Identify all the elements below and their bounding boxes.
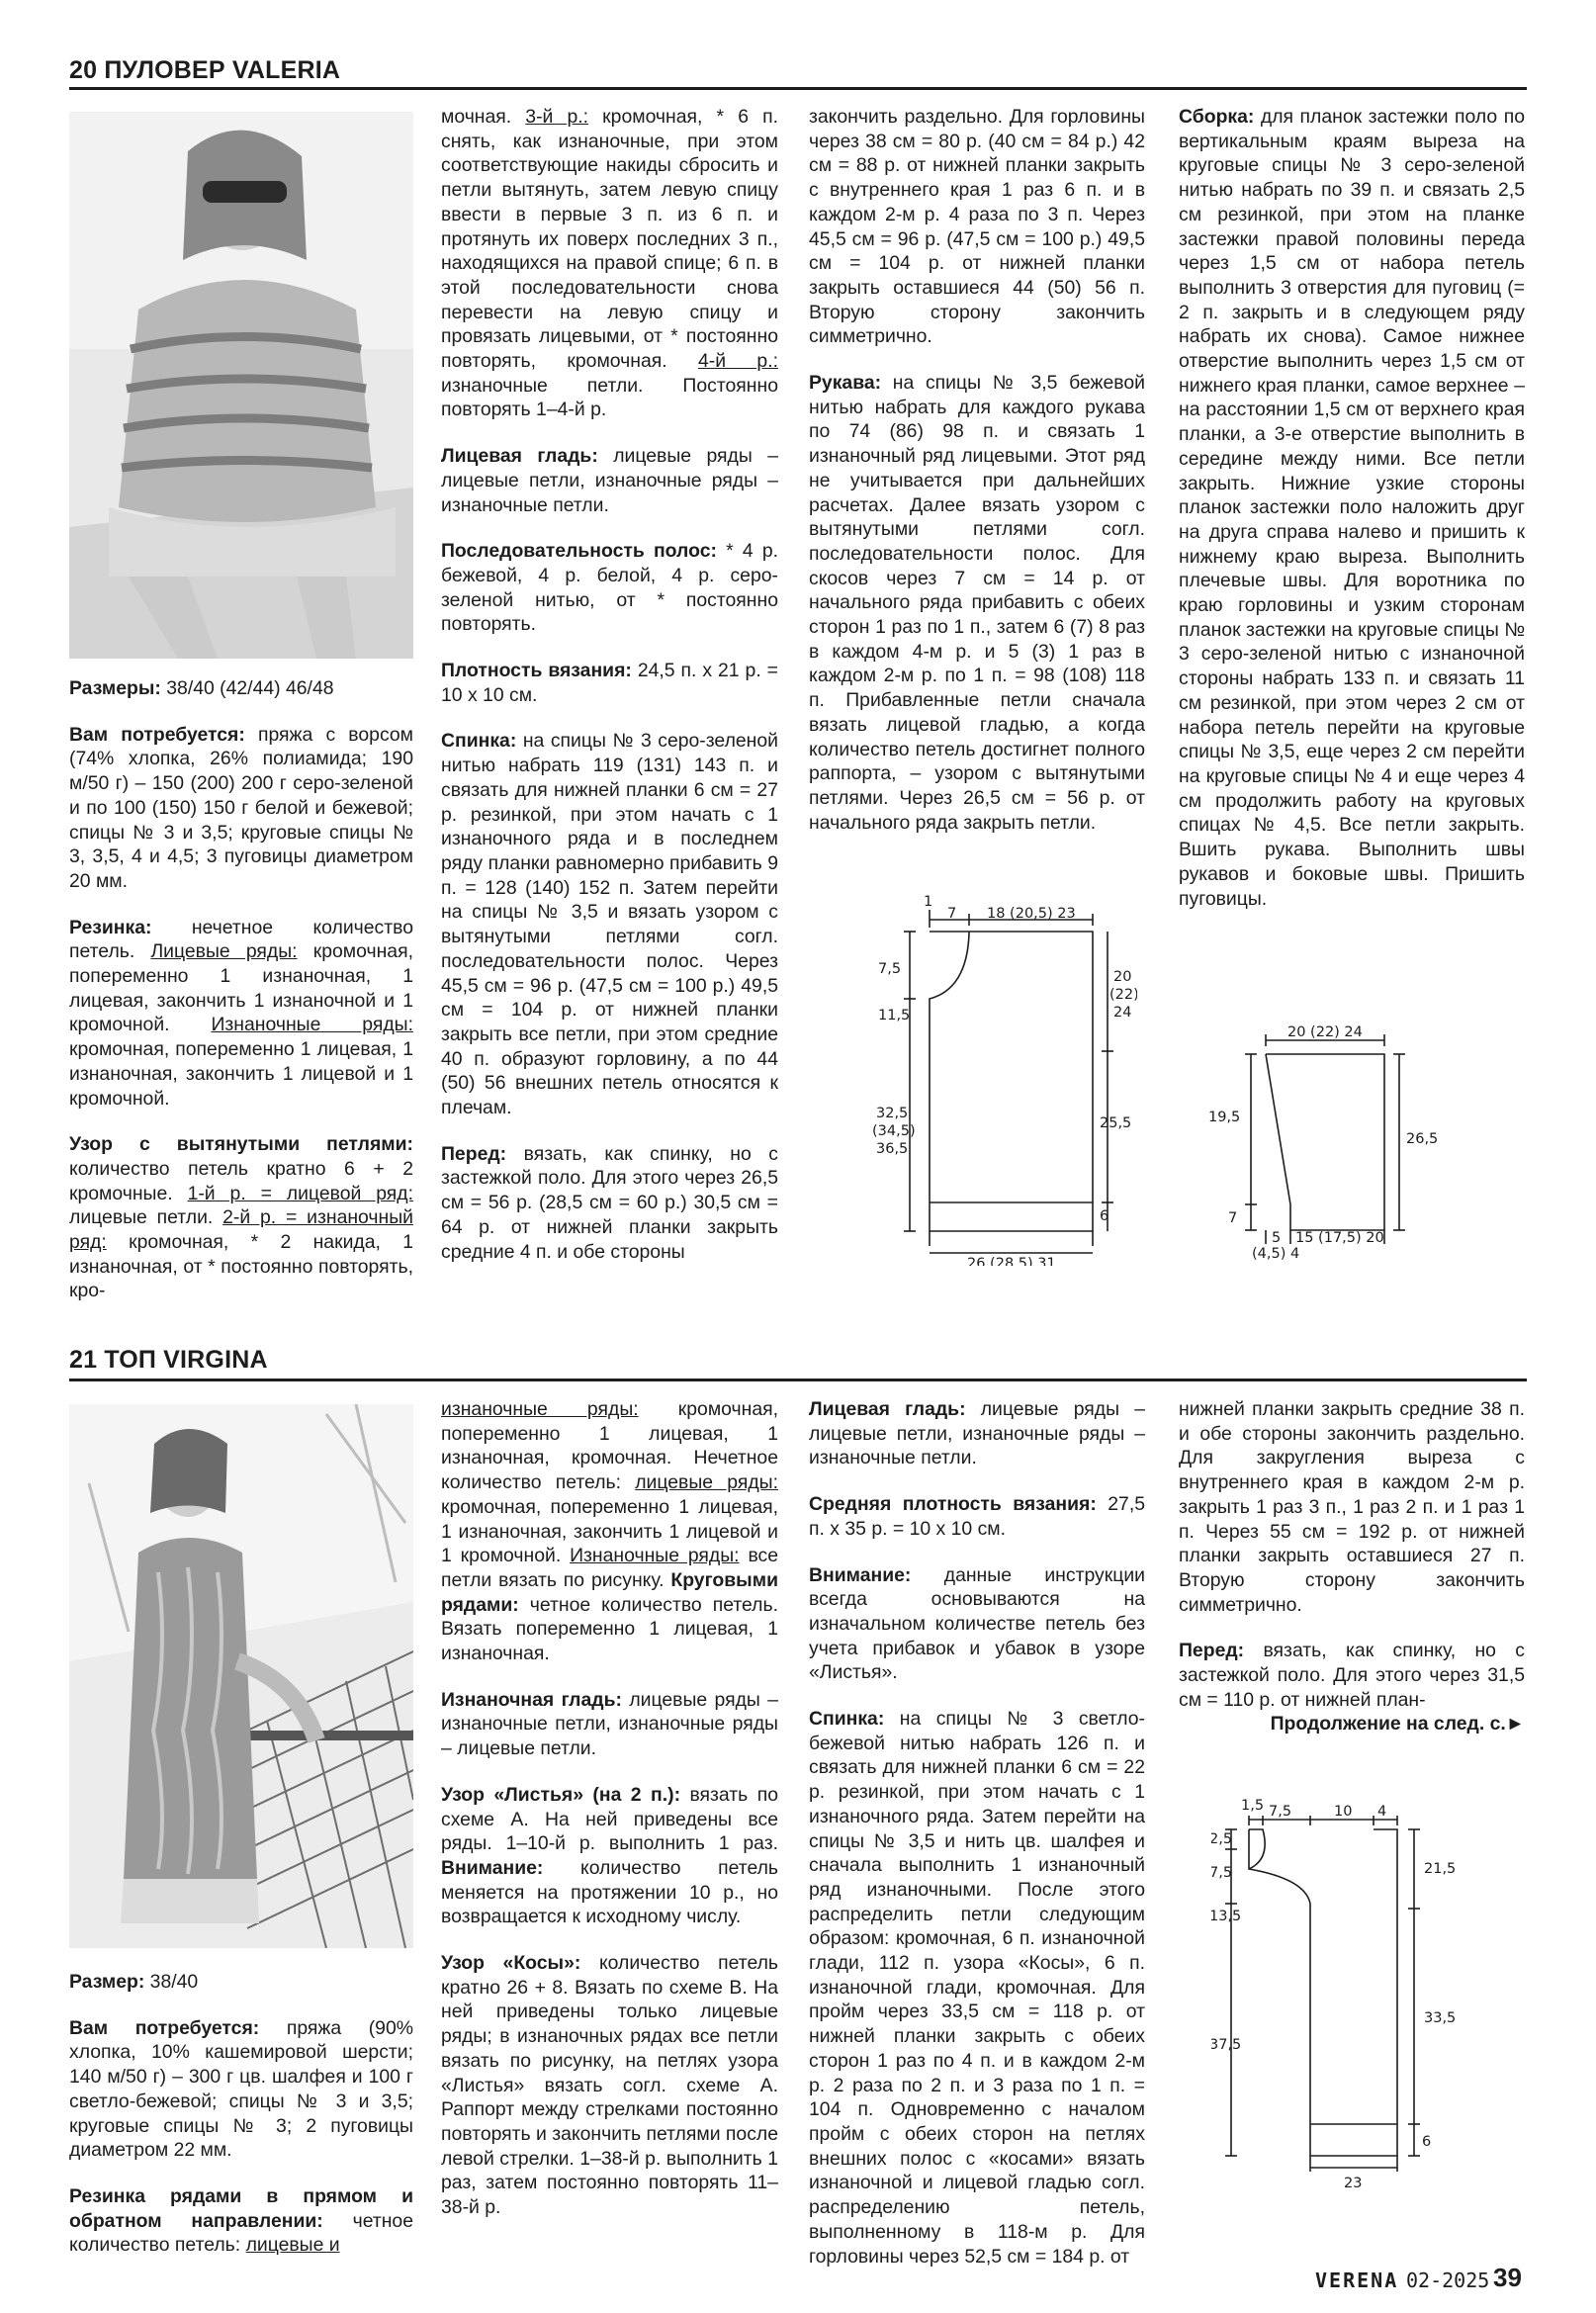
pattern-row-4: 4-й р.:: [698, 350, 778, 373]
rib-cont: кромочная, попеременно 1 лицевая, 1 изнаночная, кромочная. Нечетное количество петель:: [441, 1398, 778, 1494]
cables-text: количество петель кратно 26 + 8. Вязать по схеме В. На ней приведены только лицевые ряды; в изнаночных рядах все петли вязать по рисунку, на петлях узора «Листья» вязать согл. схеме А. Раппорт между стрелками постоянно повторять и закончить петлями после левой стрелки. 1–38-й р. выполнить 1 раз, затем постоянно повторять 11–38-й р.: [441, 1952, 778, 2219]
pattern-cont: мочная.: [441, 106, 526, 128]
assembly-label: Сборка:: [1179, 106, 1255, 128]
title-rule-2: [69, 1379, 1527, 1381]
pattern-row-1: 1-й р. = лицевой ряд:: [187, 1182, 413, 1204]
materials-text-2: пряжа (90% хлопка, 10% кашемировой шерсти; 140 м/50 г) – 300 г цв. шалфея и 100 г светло-бежевой; спицы № 3 и 3,5; круговые спицы № 3; 2 пуговицы диаметром 22 мм.: [69, 2016, 413, 2162]
stripes-text: * 4 р. бежевой, 4 р. белой, 4 р. серо-зеленой нитью, от * постоянно повторять.: [441, 540, 778, 636]
top-dim-top-left: 1,5: [1241, 1798, 1265, 1814]
rounds-label: Круговыми рядами:: [441, 1568, 778, 1616]
top-dim-armhole: 21,5: [1424, 1861, 1457, 1877]
pattern-label: Узор с вытянутыми петлями:: [69, 1133, 413, 1156]
top-dim-edge: 4: [1377, 1804, 1387, 1820]
materials-label: Вам потребуется:: [69, 723, 245, 746]
rib-rows-underline: лицевые и: [245, 2234, 340, 2257]
sleeve-bottom-left-2: (4,5) 4: [1252, 1246, 1300, 1262]
pattern-cont-2: кромочная, * 6 п. снять, как изнаночные, при этом соответствующие накиды сбросить и петли вытянуть, затем левую спицу ввести в первые 3 п. из 6 п. и протянуть их поверх последних 3 п., находящихся на правой спице; 6 п. в этой последовательности снова перевести на левую спицу и провязать лицевыми, от * постоянно повторять, кромочная.: [441, 106, 778, 373]
avg-gauge-text: 27,5 п. х 35 р. = 10 х 10 см.: [809, 1493, 1145, 1540]
sleeves-text: на спицы № 3,5 бежевой нитью набрать для каждого рукава по 74 (86) 98 п. и связать 1 изнаночный ряд лицевыми. Этот ряд не учитывается при дальнейших расчетах. Далее вязать узором с вытянутыми петлями согл. последовательности полос. Для скосов через 7 см = 14 р. от начального ряда прибавить с обеих сторон 1 раз по 1 п., затем 6 (7) 8 раз в каждом 4-м р. и 5 (3) 1 раз в каждом 2-м р. по 1 п. = 98 (108) 118 п. Прибавленные петли сначала вязать лицевой гладью, а когда количество петель достигнет полного раппорта, – узором с вытянутыми петлями. Через 26,5 см = 56 р. от начального ряда закрыть петли.: [809, 372, 1145, 834]
rib-cont-3: все петли вязать по рисунку.: [441, 1545, 779, 1591]
pattern-text-3: кромочная, * 2 накида, 1 изнаночная, от * постоянно повторять, кро-: [69, 1231, 413, 1302]
dim-armhole-3: 24: [1113, 1005, 1132, 1021]
top-dim-width: 23: [1344, 2176, 1363, 2191]
article-title-virgina: 21 ТОП VIRGINA: [69, 1346, 268, 1374]
column-2: [441, 105, 778, 1264]
size-text: 38/40: [144, 1971, 199, 1993]
column-1: [69, 676, 413, 1303]
back-text: на спицы № 3 серо-зеленой нитью набрать 119 (131) 143 п. и связать для нижней планки 6 см = 27 р. резинкой, при этом начать с 1 изнаночного ряда и в последнем ряду планки равномерно прибавить 9 п. = 128 (140) 152 п. Затем перейти на спицы № 3,5 и вязать узором с вытянутыми петлями согл. последовательности полос. Через 45,5 см = 96 р. (47,5 см = 100 р.) 49,5 см = 104 р. от нижней планки закрыть все петли, при этом средние 40 п. образуют горловину, а по 44 (50) 56 внешних петель относятся к плечам.: [441, 730, 778, 1119]
rib-cont-2: кромочная, попеременно 1 лицевая, 1 изнаночная, закончить 1 лицевой и 1 кромочной.: [441, 1495, 778, 1567]
top-dim-side: 33,5: [1424, 2010, 1457, 2026]
column-3: [809, 105, 1145, 835]
leaves-text: вязать по схеме А. На ней приведены все ряды. 1–10-й р. выполнить 1 раз.: [441, 1783, 778, 1855]
rib-text: нечетное количество петель.: [69, 916, 413, 963]
dim-left-total-1: 32,5: [876, 1106, 909, 1121]
front-label: Перед:: [441, 1142, 507, 1165]
rib-wrong-rows-3: Изнаночные ряды:: [570, 1545, 740, 1567]
rib-rows-text: четное количество петель:: [69, 2209, 413, 2257]
sleeve-top: 20 (22) 24: [1287, 1024, 1363, 1040]
page-number: 39: [1493, 2263, 1522, 2292]
dim-left-total-3: 36,5: [876, 1141, 909, 1157]
back-label: Спинка:: [441, 730, 517, 753]
pattern-row-2: 2-й р. = изнаночный ряд:: [69, 1206, 413, 1254]
cables-label: Узор «Косы»:: [441, 1952, 581, 1975]
rib-right-rows-2: лицевые ряды:: [635, 1471, 779, 1494]
assembly-text: для планок застежки поло по вертикальным краям выреза на круговые спицы № 3 серо-зеленой нитью набрать по 39 п. и связать 2,5 см резинкой, при этом на планке застежки правой половины переда через 1,5 см от набора петель выполнить 3 отверстия для пуговиц (= 2 п. закрыть и в следующем ряду набрать их снова). Самое нижнее отверстие выполнить через 1,5 см от нижнего края планки, самое верхнее – на расстоянии 1,5 см от верхнего края планки, а 3-е отверстие выполнить в середине между ними. Все петли закрыть. Нижние узкие стороны планок застежки поло наложить друг на друга справа налево и пришить к нижнему краю выреза. Выполнить плечевые швы. Для воротника по краю горловины и узким сторонам планок застежки на круговые спицы № 3 серо-зеленой нитью с изнаночной стороны набрать 133 п. и связать 11 см резинкой, при этом через 2 см от набора петель перейти на круговые спицы № 3,5, еще через 2 см перейти на круговые спицы № 4 и еще через 4 см продолжить работу на круговых спицах № 4,5. Все петли закрыть. Вшить рукава. Выполнить швы рукавов и боковые швы. Пришить пуговицы.: [1179, 106, 1525, 910]
sizes-text: 38/40 (42/44) 46/48: [160, 677, 334, 699]
dim-rib: 6: [1100, 1208, 1109, 1224]
dim-top-left: 1: [924, 894, 933, 910]
reverse-stockinette-label: Изнаночная гладь:: [441, 1688, 622, 1711]
leaves-attention-text: количество петель меняется на протяжении 10 р., но возвращается к исходному числу.: [441, 1856, 778, 1928]
sleeve-bottom-left: 5: [1272, 1230, 1282, 1246]
column-2b: [441, 1397, 778, 2220]
pattern-text: количество петель кратно 6 + 2 кромочные.: [69, 1157, 413, 1204]
dim-armhole-2: (22): [1109, 987, 1137, 1003]
back-label-2: Спинка:: [809, 1708, 885, 1731]
stockinette-text-2: лицевые ряды – лицевые петли, изнаночные ряды – изнаночные петли.: [809, 1398, 1145, 1469]
stripes-label: Последовательность полос:: [441, 540, 717, 563]
back-text-2: на спицы № 3 светло-бежевой нитью набрать 126 п. и связать для нижней планки 6 см = 22 р. резинкой, при этом начать с 1 изнаночного ряда. Затем перейти на спицы № 3,5 и нить цв. шалфея и сначала выполнить 1 изнаночный ряд изнаночными. После этого распределить петли следующим образом: кромочная, 6 п. изнаночной глади, 112 п. узора «Косы», 6 п. изнаночной глади, кромочная. Для пройм через 33,5 см = 118 р. от нижней планки закрыть с обеих сторон 1 раз по 4 п. и в каждом 2-м р. 2 раза по 2 п. и 3 раза по 1 п. = 104 п. Одновременно с началом пройм с обеих сторон на петлях внешних полос с «косами» вязать изнаночной и лицевой гладью согл. распределению петель, выполненному в 118-м р. Для горловины через 52,5 см = 184 р. от: [809, 1708, 1145, 2268]
sleeve-height: 26,5: [1406, 1131, 1439, 1147]
sleeve-bottom: 15 (17,5) 20: [1295, 1230, 1384, 1246]
sleeves-label: Рукава:: [809, 372, 882, 395]
title-rule: [69, 87, 1527, 90]
rounds-text: четное количество петель. Вязать попеременно 1 лицевая, 1 изнаночная.: [441, 1593, 778, 1665]
sleeve-slope: 19,5: [1208, 1110, 1241, 1125]
rib-text-3: кромочная, попеременно 1 лицевая, 1 изнаночная, закончить 1 лицевой и 1 кромочной.: [69, 1038, 413, 1110]
stockinette-label-2: Лицевая гладь:: [809, 1398, 966, 1420]
column-4b: [1179, 1397, 1525, 1736]
column-4: [1179, 105, 1525, 911]
sizes-label: Размеры:: [69, 677, 161, 699]
top-dim-neck: 7,5: [1269, 1804, 1292, 1820]
size-label: Размер:: [69, 1971, 145, 1993]
reverse-stockinette-text: лицевые ряды – изнаночные петли, изнаночные ряды – лицевые петли.: [441, 1688, 779, 1760]
rib-right-rows: Лицевые ряды:: [150, 940, 298, 963]
top-dim-neck-d2: 7,5: [1211, 1865, 1233, 1881]
avg-gauge-label: Средняя плотность вязания:: [809, 1493, 1097, 1516]
dim-width: 26 (28,5) 31: [967, 1256, 1056, 1266]
column-3b: [809, 1397, 1145, 2269]
column-1b: [69, 1970, 413, 2258]
dim-neck: 7: [947, 906, 957, 922]
rib-wrong-rows: Изнаночные ряды:: [211, 1014, 413, 1036]
top-dim-left-total: 37,5: [1211, 2037, 1242, 2053]
sleeve-cuff: 7: [1228, 1210, 1238, 1226]
front-cont: закончить раздельно. Для горловины через 38 см = 80 р. (40 см = 84 р.) 42 см = 88 р. от нижней планки закрыть с внутреннего края 1 раз 6 п. и в каждом 2-м р. 4 раза по 3 п. Через 45,5 см = 96 р. (47,5 см = 100 р.) 49,5 см = 104 р. от нижней планки закрыть оставшиеся 44 (50) 56 п. Вторую сторону закончить симметрично.: [809, 106, 1145, 348]
body-schematic-valeria: [870, 870, 1137, 1266]
dim-placket: 11,5: [878, 1008, 911, 1023]
leaves-attention-label: Внимание:: [441, 1856, 544, 1879]
pattern-row-3: 3-й р.:: [525, 106, 589, 128]
rib-text-2: кромочная, попеременно 1 изнаночная, 1 лицевая, закончить 1 изнаночной и 1 кромочной.: [69, 940, 413, 1036]
article-title-valeria: 20 ПУЛОВЕР VALERIA: [69, 56, 341, 84]
pattern-cont-3: изнаночные петли. Постоянно повторять 1–4-й р.: [441, 374, 778, 421]
body-schematic-virgina: [1211, 1780, 1468, 2195]
sleeve-schematic-valeria: [1206, 1019, 1454, 1266]
top-dim-neck-d1: 2,5: [1211, 1831, 1233, 1847]
gauge-text: 24,5 п. х 21 р. = 10 х 10 см.: [441, 660, 779, 706]
top-dim-placket: 13,5: [1211, 1909, 1242, 1924]
gauge-label: Плотность вязания:: [441, 660, 632, 682]
top-dim-rib: 6: [1422, 2134, 1432, 2150]
rib-label: Резинка:: [69, 916, 152, 938]
pattern-text-2: лицевые петли.: [69, 1206, 223, 1229]
pullover-photo: [69, 112, 413, 659]
rib-wrong-rows-2: изнаночные ряды:: [441, 1398, 639, 1420]
dim-armhole-1: 20: [1113, 969, 1132, 985]
top-dim-shoulder: 10: [1334, 1804, 1353, 1820]
issue-number: 02-2025: [1406, 2269, 1490, 2292]
magazine-brand: VERENA: [1315, 2269, 1399, 2292]
dim-neck-depth: 7,5: [878, 961, 902, 977]
attention-text: данные инструкции всегда основываются на изначальном количестве петель без учета прибавок и убавок в узоре «Листья».: [809, 1563, 1145, 1684]
rib-rows-label: Резинка рядами в прямом и обратном направлении:: [69, 2184, 413, 2232]
attention-label: Внимание:: [809, 1563, 912, 1586]
leaves-label: Узор «Листья» (на 2 п.):: [441, 1783, 681, 1806]
stockinette-text: лицевые ряды – лицевые петли, изнаночные ряды – изнаночные петли.: [441, 445, 778, 516]
front-label-2: Перед:: [1179, 1640, 1245, 1662]
materials-text: пряжа с ворсом (74% хлопка, 26% полиамида; 190 м/50 г) – 150 (200) 200 г серо-зеленой и по 100 (150) 150 г белой и бежевой; спицы № 3 и 3,5; круговые спицы № 3, 3,5, 4 и 4,5; 3 пуговицы диаметром 20 мм.: [69, 723, 413, 892]
continued-note: Продолжение на след. с.►: [1270, 1713, 1525, 1735]
stockinette-label: Лицевая гладь:: [441, 445, 598, 468]
dim-shoulder: 18 (20,5) 23: [987, 906, 1076, 922]
materials-label-2: Вам потребуется:: [69, 2016, 260, 2039]
front-text: вязать, как спинку, но с застежкой поло. Для этого через 26,5 см = 56 р. (28,5 см = 60 р.) 30,5 см = 64 р. от нижней планки закрыть средние 4 п. и обе стороны: [441, 1142, 778, 1263]
dim-left-total-2: (34,5): [872, 1123, 916, 1139]
front-text-2: вязать, как спинку, но с застежкой поло. Для этого через 31,5 см = 110 р. от нижней план-: [1179, 1640, 1525, 1711]
dim-side: 25,5: [1100, 1115, 1132, 1131]
back-cont: нижней планки закрыть средние 38 п. и обе стороны закончить раздельно. Для закругления выреза с внутреннего края в каждом 2-м р. закрыть 1 раз 3 п., 1 раз 2 п. и 1 раз 1 п. Через 55 см = 192 р. от нижней планки закрыть оставшиеся 27 п. Вторую сторону закончить симметрично.: [1179, 1398, 1525, 1616]
top-photo: [69, 1404, 413, 1948]
